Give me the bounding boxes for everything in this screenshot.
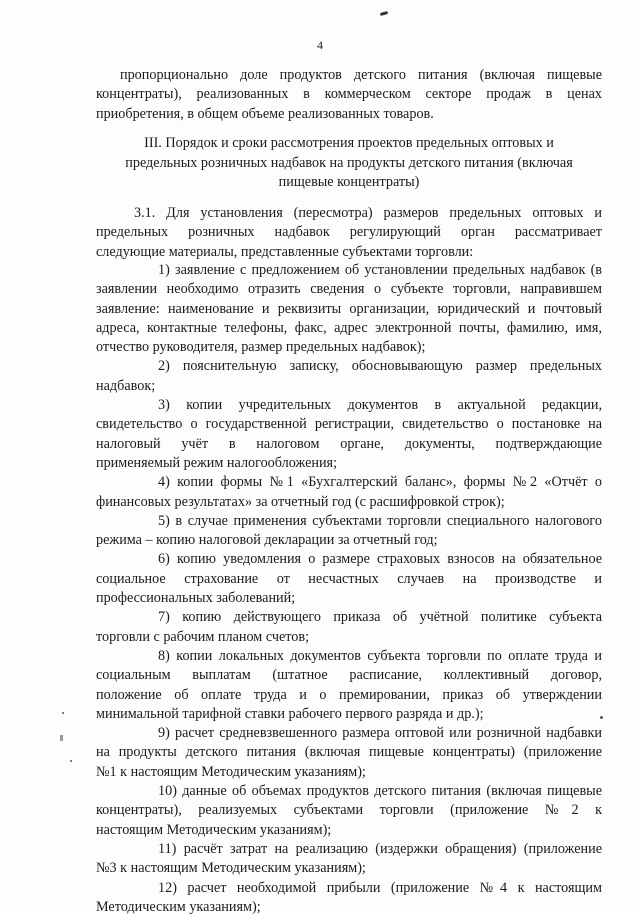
heading-line: предельных розничных надбавок на продукты детского питания (включая	[96, 154, 602, 174]
scan-speck	[62, 712, 64, 714]
text-line: применяемый режим налогообложения;	[96, 454, 602, 473]
top-paragraph	[96, 66, 602, 124]
item-first-line: 2) пояснительную записку, обосновывающую размер предельных	[96, 357, 602, 376]
item-first-line: 8) копии локальных документов субъекта торговли по оплате труда и	[96, 647, 602, 666]
list-item	[96, 473, 602, 512]
item-number: 8)	[158, 648, 170, 664]
page-number: 4	[0, 38, 640, 53]
item-first-line: 11) расчёт затрат на реализацию (издержки обращения) (приложение	[96, 840, 602, 859]
item-number: 4)	[158, 474, 170, 490]
list-item	[96, 879, 602, 917]
item-number: 6)	[158, 551, 170, 567]
text-line: режима – копию налоговой декларации за отчетный год;	[96, 531, 602, 550]
text-line: отчество руководителя, размер предельных надбавок);	[96, 338, 602, 357]
text-line: социальным выплатам (штатное расписание, коллективный договор,	[96, 666, 602, 685]
item-number: 7)	[158, 609, 170, 625]
text-line: заявлении необходимо отразить сведения о субъекте торговли, направившем	[96, 280, 602, 299]
item-first-line: 12) расчет необходимой прибыли (приложение №4 к настоящим	[96, 879, 602, 898]
text-line: минимальной тарифной ставки рабочего первого разряда и др.);	[96, 705, 602, 724]
text-line: социальное страхование от несчастных случаев на производстве и	[96, 570, 602, 589]
item-number: 10)	[158, 783, 177, 799]
text-line: предельных розничных надбавок регулирующий орган рассматривает	[96, 223, 602, 242]
list-item	[96, 261, 602, 357]
scan-speck	[600, 716, 603, 719]
list-item	[96, 840, 602, 879]
text-line: торговли с рабочим планом счетов;	[96, 628, 602, 647]
item-number: 1)	[158, 262, 170, 278]
text-line: 3.1. Для установления (пересмотра) размеров предельных оптовых и	[96, 204, 602, 223]
item-number: 5)	[158, 513, 170, 529]
text-line: концентраты), реализуемых субъектами торговли (приложение №2 к	[96, 801, 602, 820]
item-number: 2)	[158, 358, 170, 374]
text-line: приобретения, в общем объеме реализованных товаров.	[96, 105, 602, 124]
list-item	[96, 724, 602, 782]
text-line: надбавок;	[96, 377, 602, 396]
items-list	[96, 261, 602, 917]
list-item	[96, 647, 602, 724]
section-heading	[96, 134, 602, 193]
text-line: адреса, контактные телефоны, факс, адрес электронной почты, фамилию, имя,	[96, 319, 602, 338]
text-line: свидетельство о государственной регистрации, свидетельство о постановке на	[96, 415, 602, 434]
list-item	[96, 550, 602, 608]
text-line: следующие материалы, представленные субъектами торговли:	[96, 243, 602, 262]
paragraph-3-1	[96, 204, 602, 262]
list-item	[96, 396, 602, 473]
text-line: Методическим указаниям);	[96, 898, 602, 917]
text-line: №1 к настоящим Методическим указаниям);	[96, 763, 602, 782]
scan-mark	[380, 11, 389, 16]
text-line: заявление: наименование и реквизиты организации, юридический и почтовый	[96, 300, 602, 319]
item-first-line: 10) данные об объемах продуктов детского питания (включая пищевые	[96, 782, 602, 801]
text-line: налоговый учёт в налоговом органе, документы, подтверждающие	[96, 435, 602, 454]
item-number: 9)	[158, 725, 170, 741]
text-line: профессиональных заболеваний;	[96, 589, 602, 608]
scan-speck	[60, 735, 63, 741]
text-line: пропорционально доле продуктов детского питания (включая пищевые	[96, 66, 602, 85]
text-line: на продукты детского питания (включая пищевые концентраты) (приложение	[96, 743, 602, 762]
item-first-line: 5) в случае применения субъектами торговли специального налогового	[96, 512, 602, 531]
scan-speck	[70, 760, 72, 762]
list-item	[96, 608, 602, 647]
list-item	[96, 357, 602, 396]
item-first-line: 9) расчет средневзвешенного размера оптовой или розничной надбавки	[96, 724, 602, 743]
item-first-line: 1) заявление с предложением об установлении предельных надбавок (в	[96, 261, 602, 280]
item-number: 11)	[158, 841, 176, 857]
item-number: 12)	[158, 880, 177, 896]
heading-line: III. Порядок и сроки рассмотрения проектов предельных оптовых и	[96, 134, 602, 154]
text-line: №3 к настоящим Методическим указаниям);	[96, 859, 602, 878]
item-first-line: 4) копии формы №1 «Бухгалтерский баланс», формы №2 «Отчёт о	[96, 473, 602, 492]
text-line: концентраты), реализованных в коммерческом секторе продаж в ценах	[96, 85, 602, 104]
text-line: положение об оплате труда и о премировании, приказ об утверждении	[96, 686, 602, 705]
heading-line: пищевые концентраты)	[96, 173, 602, 193]
text-line: настоящим Методическим указаниям);	[96, 821, 602, 840]
item-first-line: 6) копию уведомления о размере страховых взносов на обязательное	[96, 550, 602, 569]
list-item	[96, 782, 602, 840]
item-first-line: 7) копию действующего приказа об учётной политике субъекта	[96, 608, 602, 627]
text-line: финансовых результатах» за отчетный год (с расшифровкой строк);	[96, 493, 602, 512]
item-number: 3)	[158, 397, 170, 413]
list-item	[96, 512, 602, 551]
item-first-line: 3) копии учредительных документов в актуальной редакции,	[96, 396, 602, 415]
